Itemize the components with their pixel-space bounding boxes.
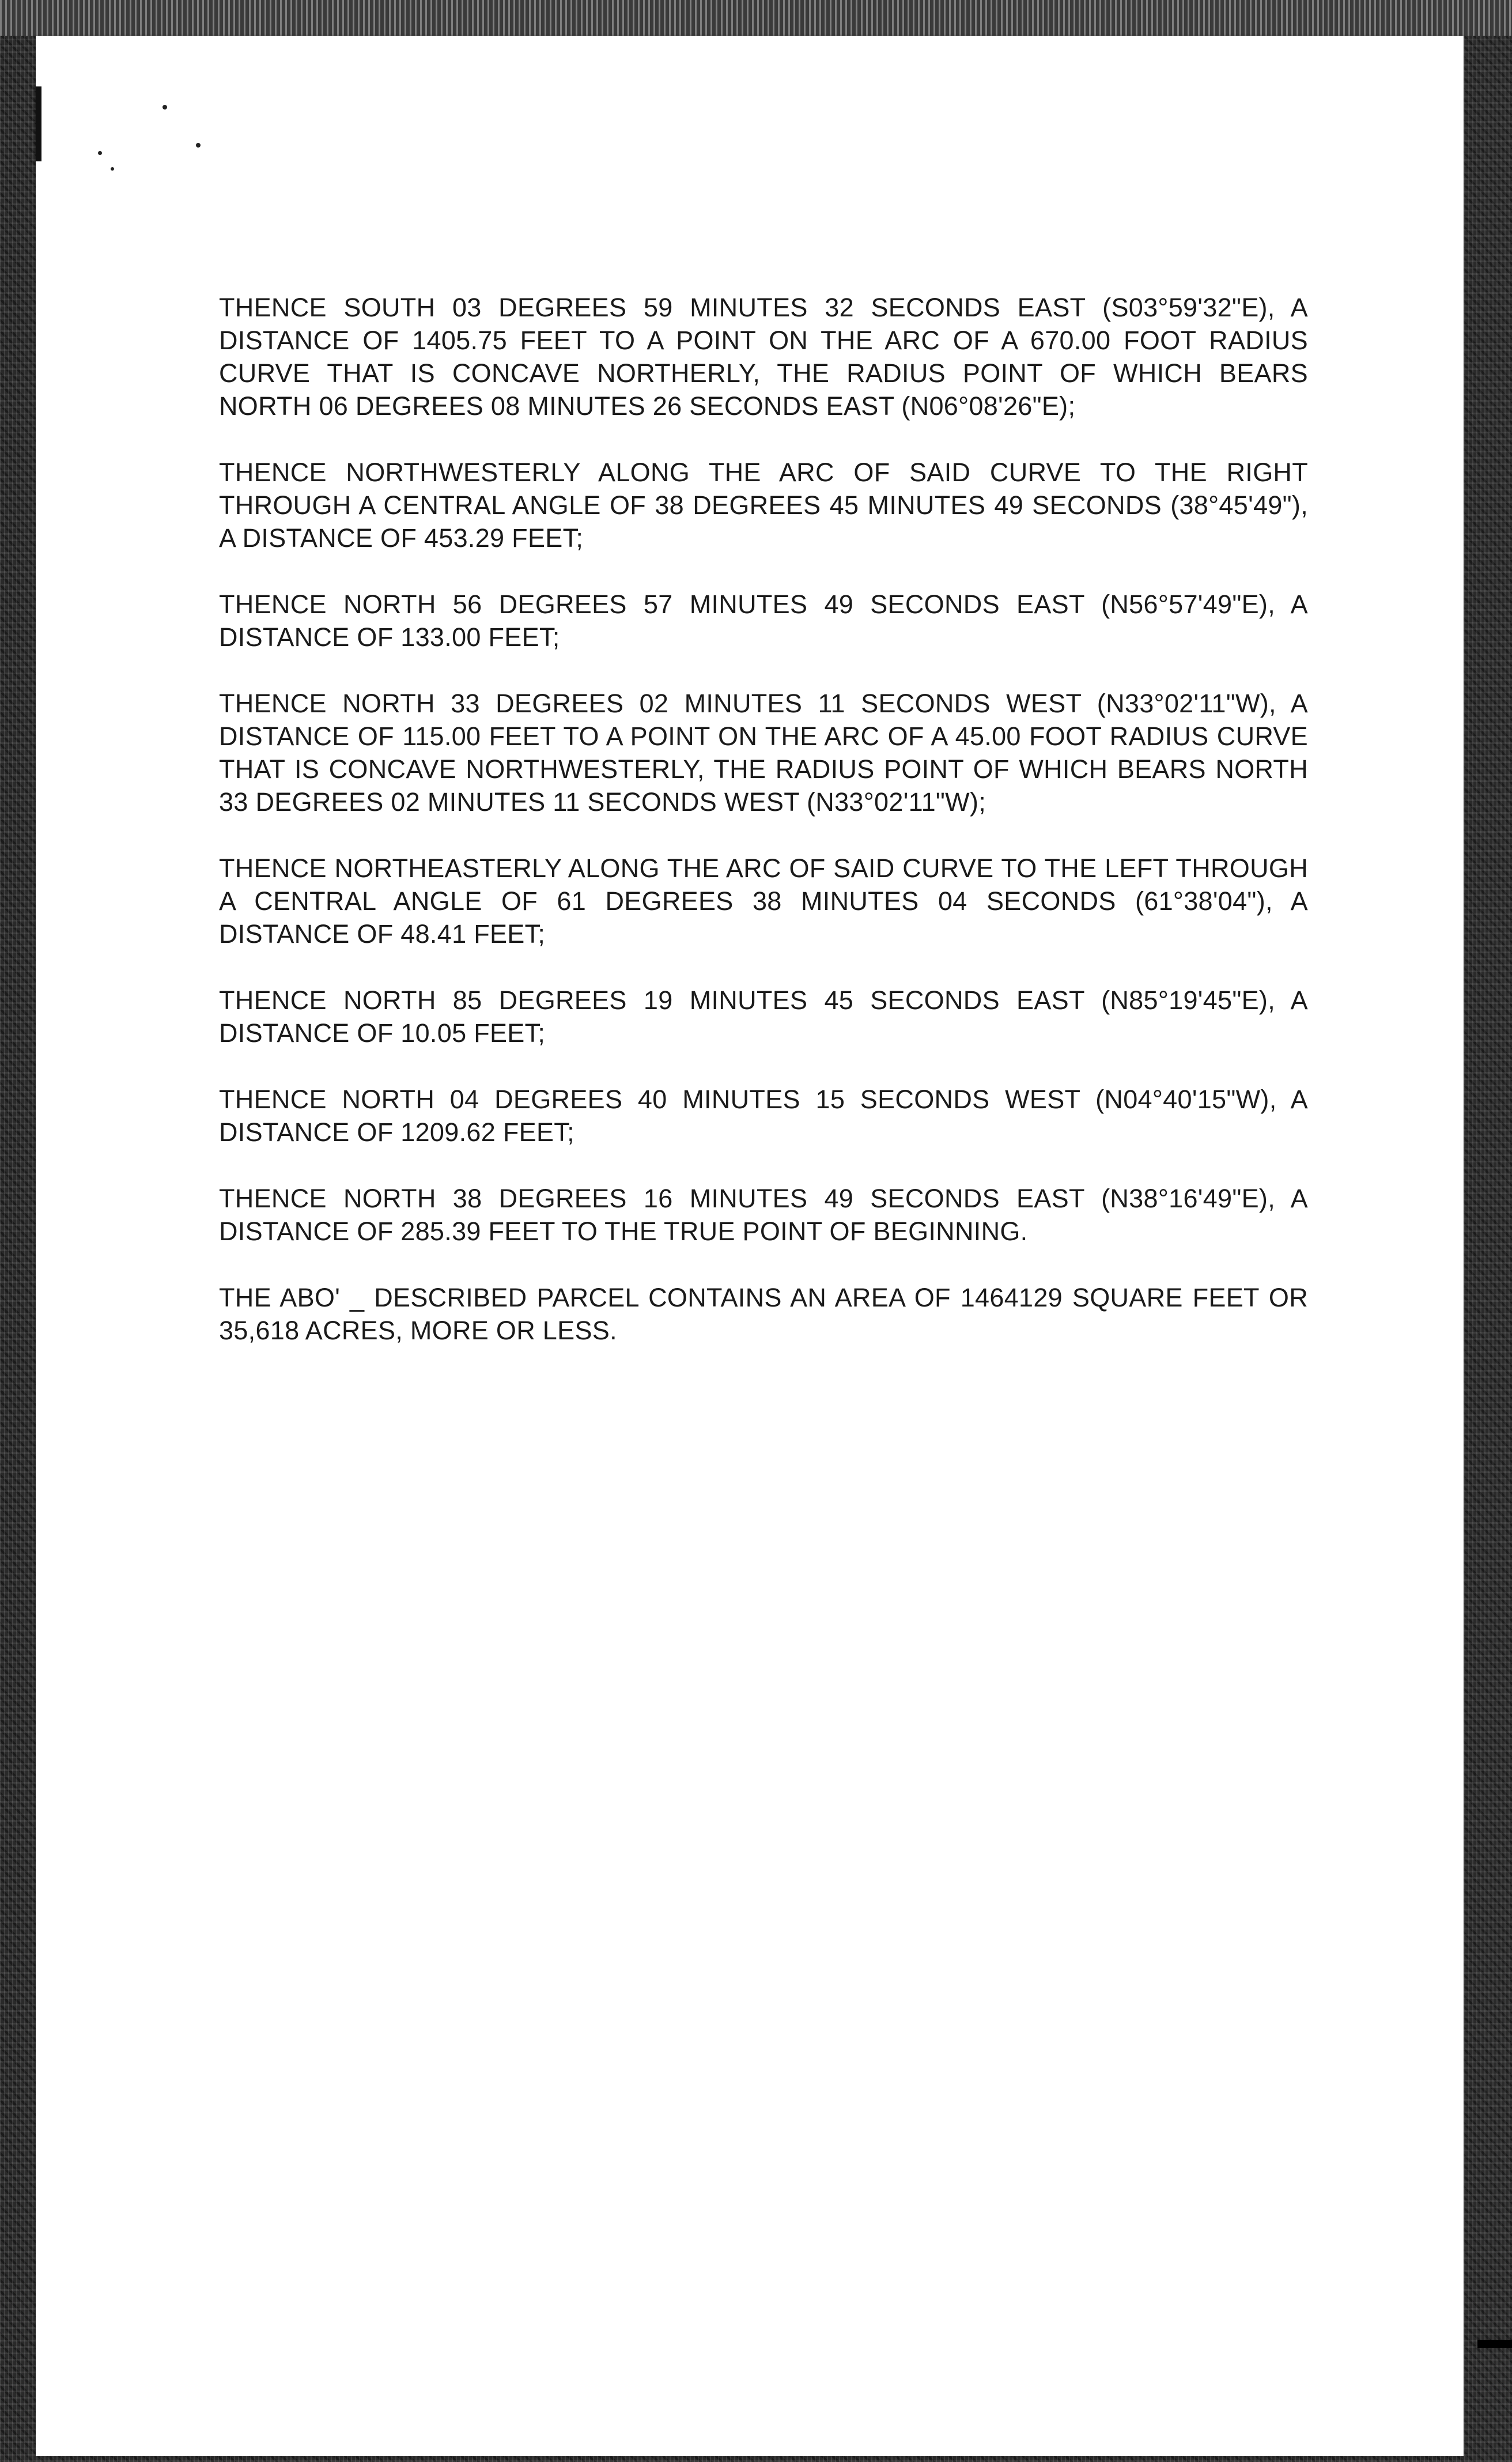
paragraph-course-8: THENCE NORTH 38 DEGREES 16 MINUTES 49 SECONDS EAST (N38°16'49"E), A DISTANCE OF 285.39 FEET TO THE TRUE POINT OF BEGINNING. (219, 1184, 1308, 1246)
speck-mark (196, 143, 201, 148)
page-edge-mark (36, 86, 41, 161)
paragraph-course-1: THENCE SOUTH 03 DEGREES 59 MINUTES 32 SECONDS EAST (S03°59'32"E), A DISTANCE OF 1405.75 FEET TO A POINT ON THE ARC OF A 670.00 FOOT RADIUS CURVE THAT IS CONCAVE NORTHERLY, THE RADIUS POINT OF WHICH BEARS NORTH 06 DEGREES 08 MINUTES 26 SECONDS EAST (N06°08'26"E); (219, 293, 1308, 421)
paragraph-course-3: THENCE NORTH 56 DEGREES 57 MINUTES 49 SECONDS EAST (N56°57'49"E), A DISTANCE OF 133.00 FEET; (219, 590, 1308, 652)
speck-mark (162, 105, 167, 109)
paragraph-course-5: THENCE NORTHEASTERLY ALONG THE ARC OF SAID CURVE TO THE LEFT THROUGH A CENTRAL ANGLE OF 61 DEGREES 38 MINUTES 04 SECONDS (61°38'04"), A DISTANCE OF 48.41 FEET; (219, 854, 1308, 949)
scan-top-band (0, 0, 1512, 36)
paragraph-course-6: THENCE NORTH 85 DEGREES 19 MINUTES 45 SECONDS EAST (N85°19'45"E), A DISTANCE OF 10.05 FEET; (219, 985, 1308, 1048)
legal-description-text (219, 291, 1308, 1380)
scan-edge-mark (1477, 2340, 1512, 2348)
speck-mark (98, 151, 102, 155)
paragraph-course-2: THENCE NORTHWESTERLY ALONG THE ARC OF SAID CURVE TO THE RIGHT THROUGH A CENTRAL ANGLE OF 38 DEGREES 45 MINUTES 49 SECONDS (38°45'49"), A DISTANCE OF 453.29 FEET; (219, 458, 1308, 553)
paragraph-area-summary: THE ABO' _ DESCRIBED PARCEL CONTAINS AN AREA OF 1464129 SQUARE FEET OR 35,618 ACRES, MORE OR LESS. (219, 1283, 1308, 1345)
paragraph-course-4: THENCE NORTH 33 DEGREES 02 MINUTES 11 SECONDS WEST (N33°02'11"W), A DISTANCE OF 115.00 FEET TO A POINT ON THE ARC OF A 45.00 FOOT RADIUS CURVE THAT IS CONCAVE NORTHWESTERLY, THE RADIUS POINT OF WHICH BEARS NORTH 33 DEGREES 02 MINUTES 11 SECONDS WEST (N33°02'11"W); (219, 689, 1308, 817)
speck-mark (111, 167, 114, 171)
paragraph-course-7: THENCE NORTH 04 DEGREES 40 MINUTES 15 SECONDS WEST (N04°40'15"W), A DISTANCE OF 1209.62 FEET; (219, 1085, 1308, 1147)
